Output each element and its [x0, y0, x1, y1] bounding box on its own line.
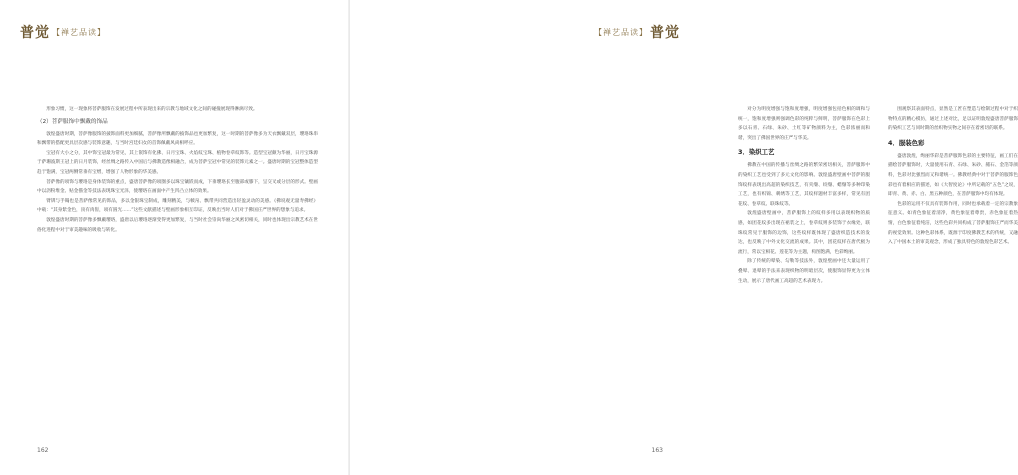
right-column-tag: 【禅艺品读】 [594, 27, 648, 37]
right-header-brand [594, 22, 680, 42]
section-title: 4．服装色彩 [888, 138, 925, 147]
left-body-text [37, 105, 318, 235]
right-column-2 [888, 105, 1018, 248]
paragraph: 盛唐敦煌，绚丽华彩是菩萨服饰色彩的主要特征，画工们在描绘菩萨服饰时，大量使用石青、石绿、朱砂、赭石、金箔等颜料，色彩对比强烈而又和谐统一。佛教经典中对于菩萨的服饰色彩也有着相应的描述，如《大智度论》中所记载的“五色”之说，即青、黄、赤、白、黑五种颜色，在菩萨服饰中均有体现。 [888, 153, 1018, 198]
paragraph: 对分为明度增强与饱和度增强，明度增强包括色相的调和与统一，饱和度增强则强调色彩的纯粹与鲜明，菩萨服饰在色彩上多以石青、石绿、朱砂、土红等矿物颜料为主，色彩浓丽而和谐，突出了佛国世界的庄严与华美。 [738, 107, 870, 141]
left-column-tag: 【禅艺品读】 [52, 27, 106, 37]
left-page-number: 162 [37, 447, 49, 454]
left-page [0, 0, 350, 475]
section-title: 3．染织工艺 [738, 148, 775, 157]
paragraph: 佛教在中国的传播与丝绸之路的繁荣密切相关，菩萨服饰中的染织工艺也受到了多元文化的影响。敦煌盛唐壁画中菩萨的服饰纹样表现出高超的染织技艺，有夹缬、绞缬、蜡缬等多种印染工艺，也有织锦、刺绣等工艺，其纹样题材丰富多样，常见有团花纹、卷草纹、联珠纹等。 [738, 163, 870, 207]
paragraph: 色彩的运用不仅具有装饰作用，同时也承载着一定的宗教象征意义。如青色象征着清净，黄色象征着尊贵，赤色象征着热情，白色象征着纯洁，这些色彩共同构成了菩萨服饰庄严而华美的视觉效果。这种色彩体系，既源于印度佛教艺术的传统，又融入了中国本土的审美观念，形成了独具特色的敦煌色彩艺术。 [888, 201, 1018, 246]
paragraph: 臂钏与手镯也是菩萨像常见的饰品，多以金银珠宝制成，雕刻精美，与帔帛、飘带共同营造出轻盈灵动的美感。《佛说观无量寿佛经》中载：“其身紫金色，顶有肉髻，项有圆光……”这些文献描述与壁画形象相互印证，反映出当时人们对于佛国庄严世界的想象与追求。 [37, 198, 318, 214]
calligraphy-logo: 普觉 [650, 25, 680, 41]
calligraphy-logo: 普觉 [20, 25, 50, 41]
right-page [350, 0, 1018, 475]
paragraph: 除了传统的晕染、勾勒等技法外，敦煌壁画中还大量运用了叠晕、退晕的手法来表现织物的明暗层次，使服饰显得更为立体生动，展示了唐代画工高超的艺术表现力。 [738, 259, 870, 284]
paragraph: 敦煌盛唐时期，菩萨像服饰的披饰面料更加细腻，菩萨像所飘戴的披饰品也更加繁复，这一时期的菩萨像多为天衣飘戴双层，璎珞珠串和飘带的搭配更具层次感与装饰意趣，与当时宫廷妇女的首饰佩戴风尚相呼应。 [37, 131, 318, 147]
paragraph: 宝冠有大小之分，其中饰宝冠最为常见，其上嵌饰有化佛、日月宝珠、火焰纹宝珠、植物卷草纹饰等。造型宝冠颇为华丽，日月宝珠源于萨珊波斯王冠上的日月装饰，经丝绸之路传入中国后与佛教造像相融合，成为菩萨宝冠中常见的装饰元素之一。盛唐时期的宝冠整体造型趋于饱满，宝冠两侧常垂有宝缯，增强了人物形象的华美感。 [37, 150, 318, 175]
paragraph: 围观察其表面特点，显然是工匠在塑造与绘制过程中对于织物特点的精心模仿，通过上述对比，足以证明敦煌盛唐菩萨服饰的染织工艺与同时期的丝织物实物之间存在着密切的联系。 [888, 107, 1018, 132]
paragraph: 形象习惯，这一现象将菩萨服饰在发展过程中所表现出来的宗教与地域文化之间的碰撞展现得淋漓尽致。 [46, 107, 258, 112]
right-column-1 [738, 105, 870, 286]
right-page-number: 163 [651, 447, 663, 454]
paragraph: 敦煌盛唐时期的菩萨像多飘戴璎珞，盛唐以后璎珞逐渐变得更加繁复，与当时社会崇尚华丽之风密切相关，同时也体现出宗教艺术在世俗化进程中对于审美趣味的吸收与转化。 [37, 217, 318, 233]
subsection-heading: （2）菩萨服饰中飘戴的饰品 [37, 118, 108, 125]
paragraph: 敦煌盛唐壁画中，菩萨服饰上的纹样多用以表现织物的质感，如团花纹多出现在裙装之上，卷草纹则多装饰于衣缘处，联珠纹常见于服饰的边饰，这些纹样既体现了盛唐织造技术的发达，也反映了中外文化交流的成果。其中，团花纹样在唐代极为流行，常以宝相花、莲花等为主题，构图饱满，色彩绚丽。 [738, 211, 870, 255]
paragraph: 菩萨像的项饰与璎珞是身体装饰的重点，盛唐菩萨像的项圈多以珠宝镶嵌而成，下垂璎珞长至腹部或膝下，呈交叉或分层的形式。壁画中以沥粉堆金、贴金描金等技法表现珠宝光泽，使璎珞在画面中产生凹凸立体的效果。 [37, 179, 318, 195]
left-header-brand [20, 22, 106, 42]
